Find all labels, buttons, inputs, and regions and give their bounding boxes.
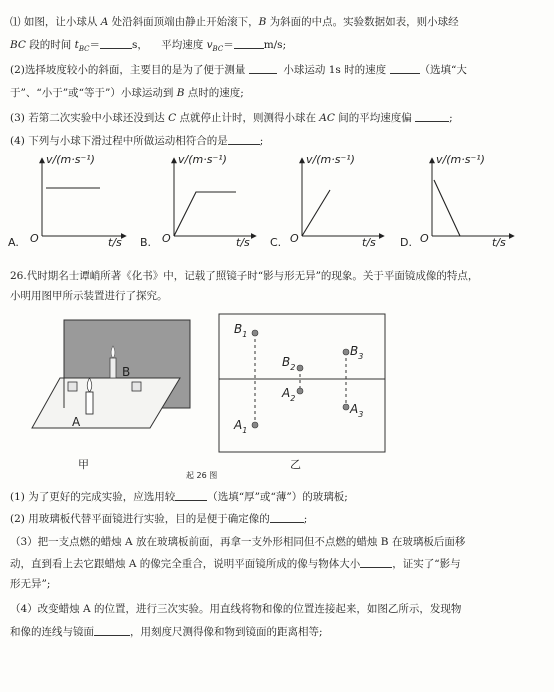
graph-c-xlabel: t/s bbox=[362, 236, 376, 249]
graph-c bbox=[270, 153, 384, 249]
answer-blank-thickness[interactable] bbox=[175, 490, 207, 501]
q26-intro-line1: 26.代时期名士谭峭所著《化书》中，记载了照镜子时“影与形无异”的现象。关于平面镜成像的特点， bbox=[10, 270, 479, 282]
graph-b-line bbox=[174, 192, 236, 236]
q25-part3: (3) 若第二次实验中小球还没到达 C 点就停止计时，则测得小球在 AC 间的平均速度偏 ; bbox=[10, 112, 453, 124]
answer-blank-image-position[interactable] bbox=[270, 512, 304, 523]
point-a2 bbox=[297, 388, 303, 394]
point-b1 bbox=[252, 330, 258, 336]
figure-yi bbox=[218, 313, 388, 455]
q26-sub3-line2: 动，直到看上去它跟蜡烛 A 的像完全重合，说明平面镜所成的像与物体大小 ，证实了“影与 bbox=[10, 558, 461, 570]
plate-clip-right bbox=[132, 382, 141, 391]
label-b2: $B_2$ bbox=[282, 355, 296, 372]
q25-part2-line1: (2)选择坡度较小的斜面，主要目的是为了便于测量 小球运动 1s 时的速度 （选填“大 bbox=[10, 64, 467, 76]
label-b1: $B_1$ bbox=[234, 322, 248, 339]
graph-b-ylabel: v/(m·s⁻¹) bbox=[178, 153, 227, 166]
answer-blank-speed-compare[interactable] bbox=[390, 63, 420, 74]
figure-yi-caption: 乙 bbox=[290, 458, 301, 471]
label-b3: $B_3$ bbox=[350, 344, 364, 361]
q26-sub1: (1) 为了更好的完成实验，应选用较 （选填“厚”或“薄”）的玻璃板; bbox=[10, 491, 348, 503]
label-a2: $A_2$ bbox=[282, 386, 296, 403]
graph-d-line bbox=[434, 180, 460, 236]
graph-c-ylabel: v/(m·s⁻¹) bbox=[306, 153, 355, 166]
plate-clip-left bbox=[68, 382, 77, 391]
point-a1 bbox=[252, 422, 258, 428]
point-b2 bbox=[297, 365, 303, 371]
answer-blank-relation[interactable] bbox=[94, 625, 130, 636]
answer-blank-avg-speed[interactable] bbox=[415, 111, 449, 122]
figure-caption: 起 26 图 bbox=[186, 471, 218, 480]
answer-blank-graph-choice[interactable] bbox=[228, 134, 260, 145]
graph-b-origin: O bbox=[162, 232, 171, 245]
candle-a bbox=[86, 392, 93, 414]
graph-d-xlabel: t/s bbox=[492, 236, 506, 249]
q25-part1-line1: ⑴ 如图，让小球从 A 处沿斜面顶端由静止开始滚下，B 为斜面的中点。实验数据如表，则小球经 bbox=[10, 16, 459, 28]
candle-a-label: A bbox=[72, 415, 81, 429]
q25-part4: (4) 下列与小球下滑过程中所做运动相符合的是 ; bbox=[10, 135, 264, 147]
graph-a bbox=[8, 153, 126, 249]
graph-a-letter: A. bbox=[8, 236, 19, 249]
base-plane bbox=[32, 378, 180, 428]
graph-b-xlabel: t/s bbox=[236, 236, 250, 249]
q26-sub3-line3: 形无异”; bbox=[10, 578, 51, 590]
figure-jia-caption: 甲 bbox=[78, 458, 89, 471]
graph-d-letter: D. bbox=[400, 236, 412, 249]
graph-b-letter: B. bbox=[140, 236, 152, 249]
graph-b bbox=[140, 153, 256, 249]
q26-sub3-line1: （3）把一支点燃的蜡烛 A 放在玻璃板前面，再拿一支外形相同但不点燃的蜡烛 B 在玻璃板后面移 bbox=[10, 536, 466, 548]
q26-sub2: (2) 用玻璃板代替平面镜进行实验，目的是便于确定像的 ; bbox=[10, 513, 308, 525]
answer-blank-measure[interactable] bbox=[249, 63, 277, 74]
graph-c-origin: O bbox=[290, 232, 299, 245]
graph-c-line bbox=[302, 190, 330, 236]
q26-sub4-line1: （4）改变蜡烛 A 的位置，进行三次实验。用直线将物和像的位置连接起来，如图乙所示，发现物 bbox=[10, 603, 462, 615]
q25-part2-line2: 于”、“小于”或“等于”）小球运动到 B 点时的速度; bbox=[10, 87, 244, 99]
graph-d-origin: O bbox=[420, 232, 429, 245]
graph-d-ylabel: v/(m·s⁻¹) bbox=[436, 153, 485, 166]
candle-b bbox=[110, 358, 116, 378]
candle-b-label: B bbox=[122, 365, 131, 379]
q25-part1-line2: BC 段的时间 $t_{BC}= s$， 平均速度 $v_{BC}= m/s$; bbox=[10, 39, 287, 54]
answer-blank-vbc[interactable] bbox=[234, 38, 264, 49]
graph-a-origin: O bbox=[30, 232, 39, 245]
point-a3 bbox=[343, 404, 349, 410]
answer-blank-size[interactable] bbox=[360, 557, 392, 568]
graph-c-letter: C. bbox=[270, 236, 282, 249]
graph-a-ylabel: v/(m·s⁻¹) bbox=[46, 153, 95, 166]
graph-a-xlabel: t/s bbox=[108, 236, 122, 249]
q26-sub4-line2: 和像的连线与镜面 ，用刻度尺测得像和物到镜面的距离相等; bbox=[10, 626, 323, 638]
figure-jia bbox=[30, 316, 210, 446]
label-a3: $A_3$ bbox=[350, 402, 364, 419]
graph-d bbox=[400, 153, 514, 249]
q26-intro-line2: 小明用图甲所示装置进行了探究。 bbox=[10, 290, 168, 302]
label-a1: $A_1$ bbox=[234, 418, 248, 435]
q25-graphs bbox=[0, 150, 554, 260]
answer-blank-tbc[interactable] bbox=[100, 38, 132, 49]
point-b3 bbox=[343, 349, 349, 355]
